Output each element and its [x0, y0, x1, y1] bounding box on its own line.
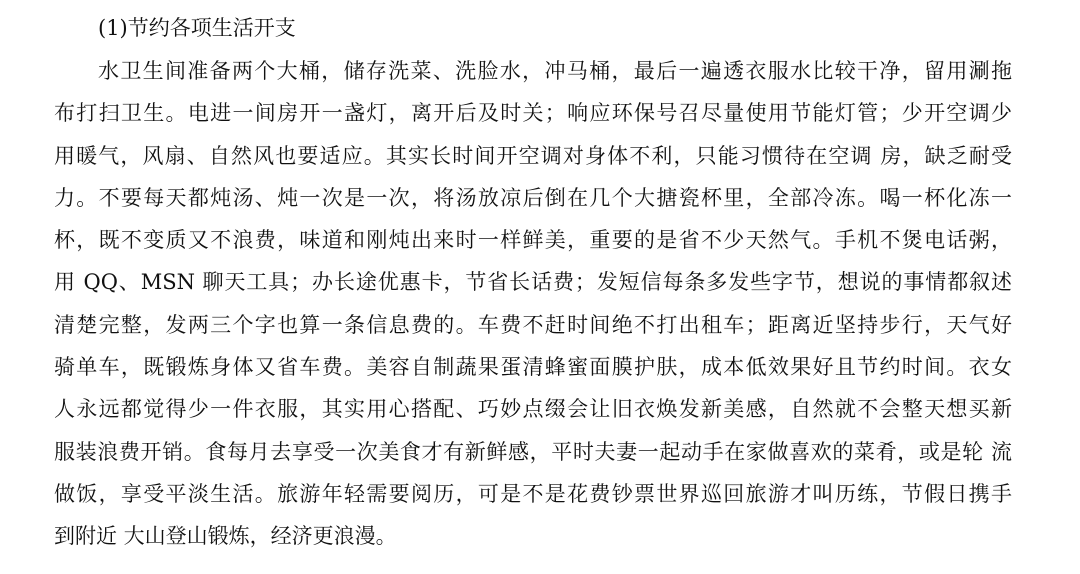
paragraph-line: 水卫生间准备两个大桶，储存洗菜、洗脸水，冲马桶，最后一遍透衣服水比较干净，留用涮拖	[98, 59, 1012, 83]
body-paragraph	[54, 50, 1012, 558]
section-heading: (1)节约各项生活开支	[98, 16, 296, 40]
paragraph-line: 力。不要每天都炖汤、炖一次是一次，将汤放凉后倒在几个大搪瓷杯里，全部冷冻。喝一杯化冻一	[54, 185, 1012, 210]
paragraph-line: 骑单车，既锻炼身体又省车费。美容自制蔬果蛋清蜂蜜面膜护肤，成本低效果好且节约时间。衣女	[54, 355, 1012, 380]
paragraph-line: 杯，既不变质又不浪费，味道和刚炖出来时一样鲜美，重要的是省不少天然气。手机不煲电话粥，	[54, 228, 1012, 253]
paragraph-line: 人永远都觉得少一件衣服，其实用心搭配、巧妙点缀会让旧衣焕发新美感，自然就不会整天想买新	[54, 397, 1012, 422]
paragraph-line: 做饭，享受平淡生活。旅游年轻需要阅历，可是不是花费钞票世界巡回旅游才叫历练，节假日携手	[54, 481, 1012, 506]
paragraph-line: 用暖气，风扇、自然风也要适应。其实长时间开空调对身体不利，只能习惯待在空调 房，缺乏耐受	[54, 143, 1012, 168]
paragraph-line: 到附近 大山登山锻炼，经济更浪漫。	[54, 524, 397, 549]
paragraph-line: 布打扫卫生。电进一间房开一盏灯，离开后及时关；响应环保号召尽量使用节能灯管；少开空调少	[54, 101, 1012, 126]
paragraph-line: 清楚完整，发两三个字也算一条信息费的。车费不赶时间绝不打出租车；距离近坚持步行，天气好	[54, 312, 1012, 337]
paragraph-line: 服装浪费开销。食每月去享受一次美食才有新鲜感，平时夫妻一起动手在家做喜欢的菜肴，或是轮 流	[54, 439, 1012, 464]
paragraph-line: 用 QQ、MSN 聊天工具；办长途优惠卡，节省长话费；发短信每条多发些字节，想说的事情都叙述	[54, 270, 1012, 295]
